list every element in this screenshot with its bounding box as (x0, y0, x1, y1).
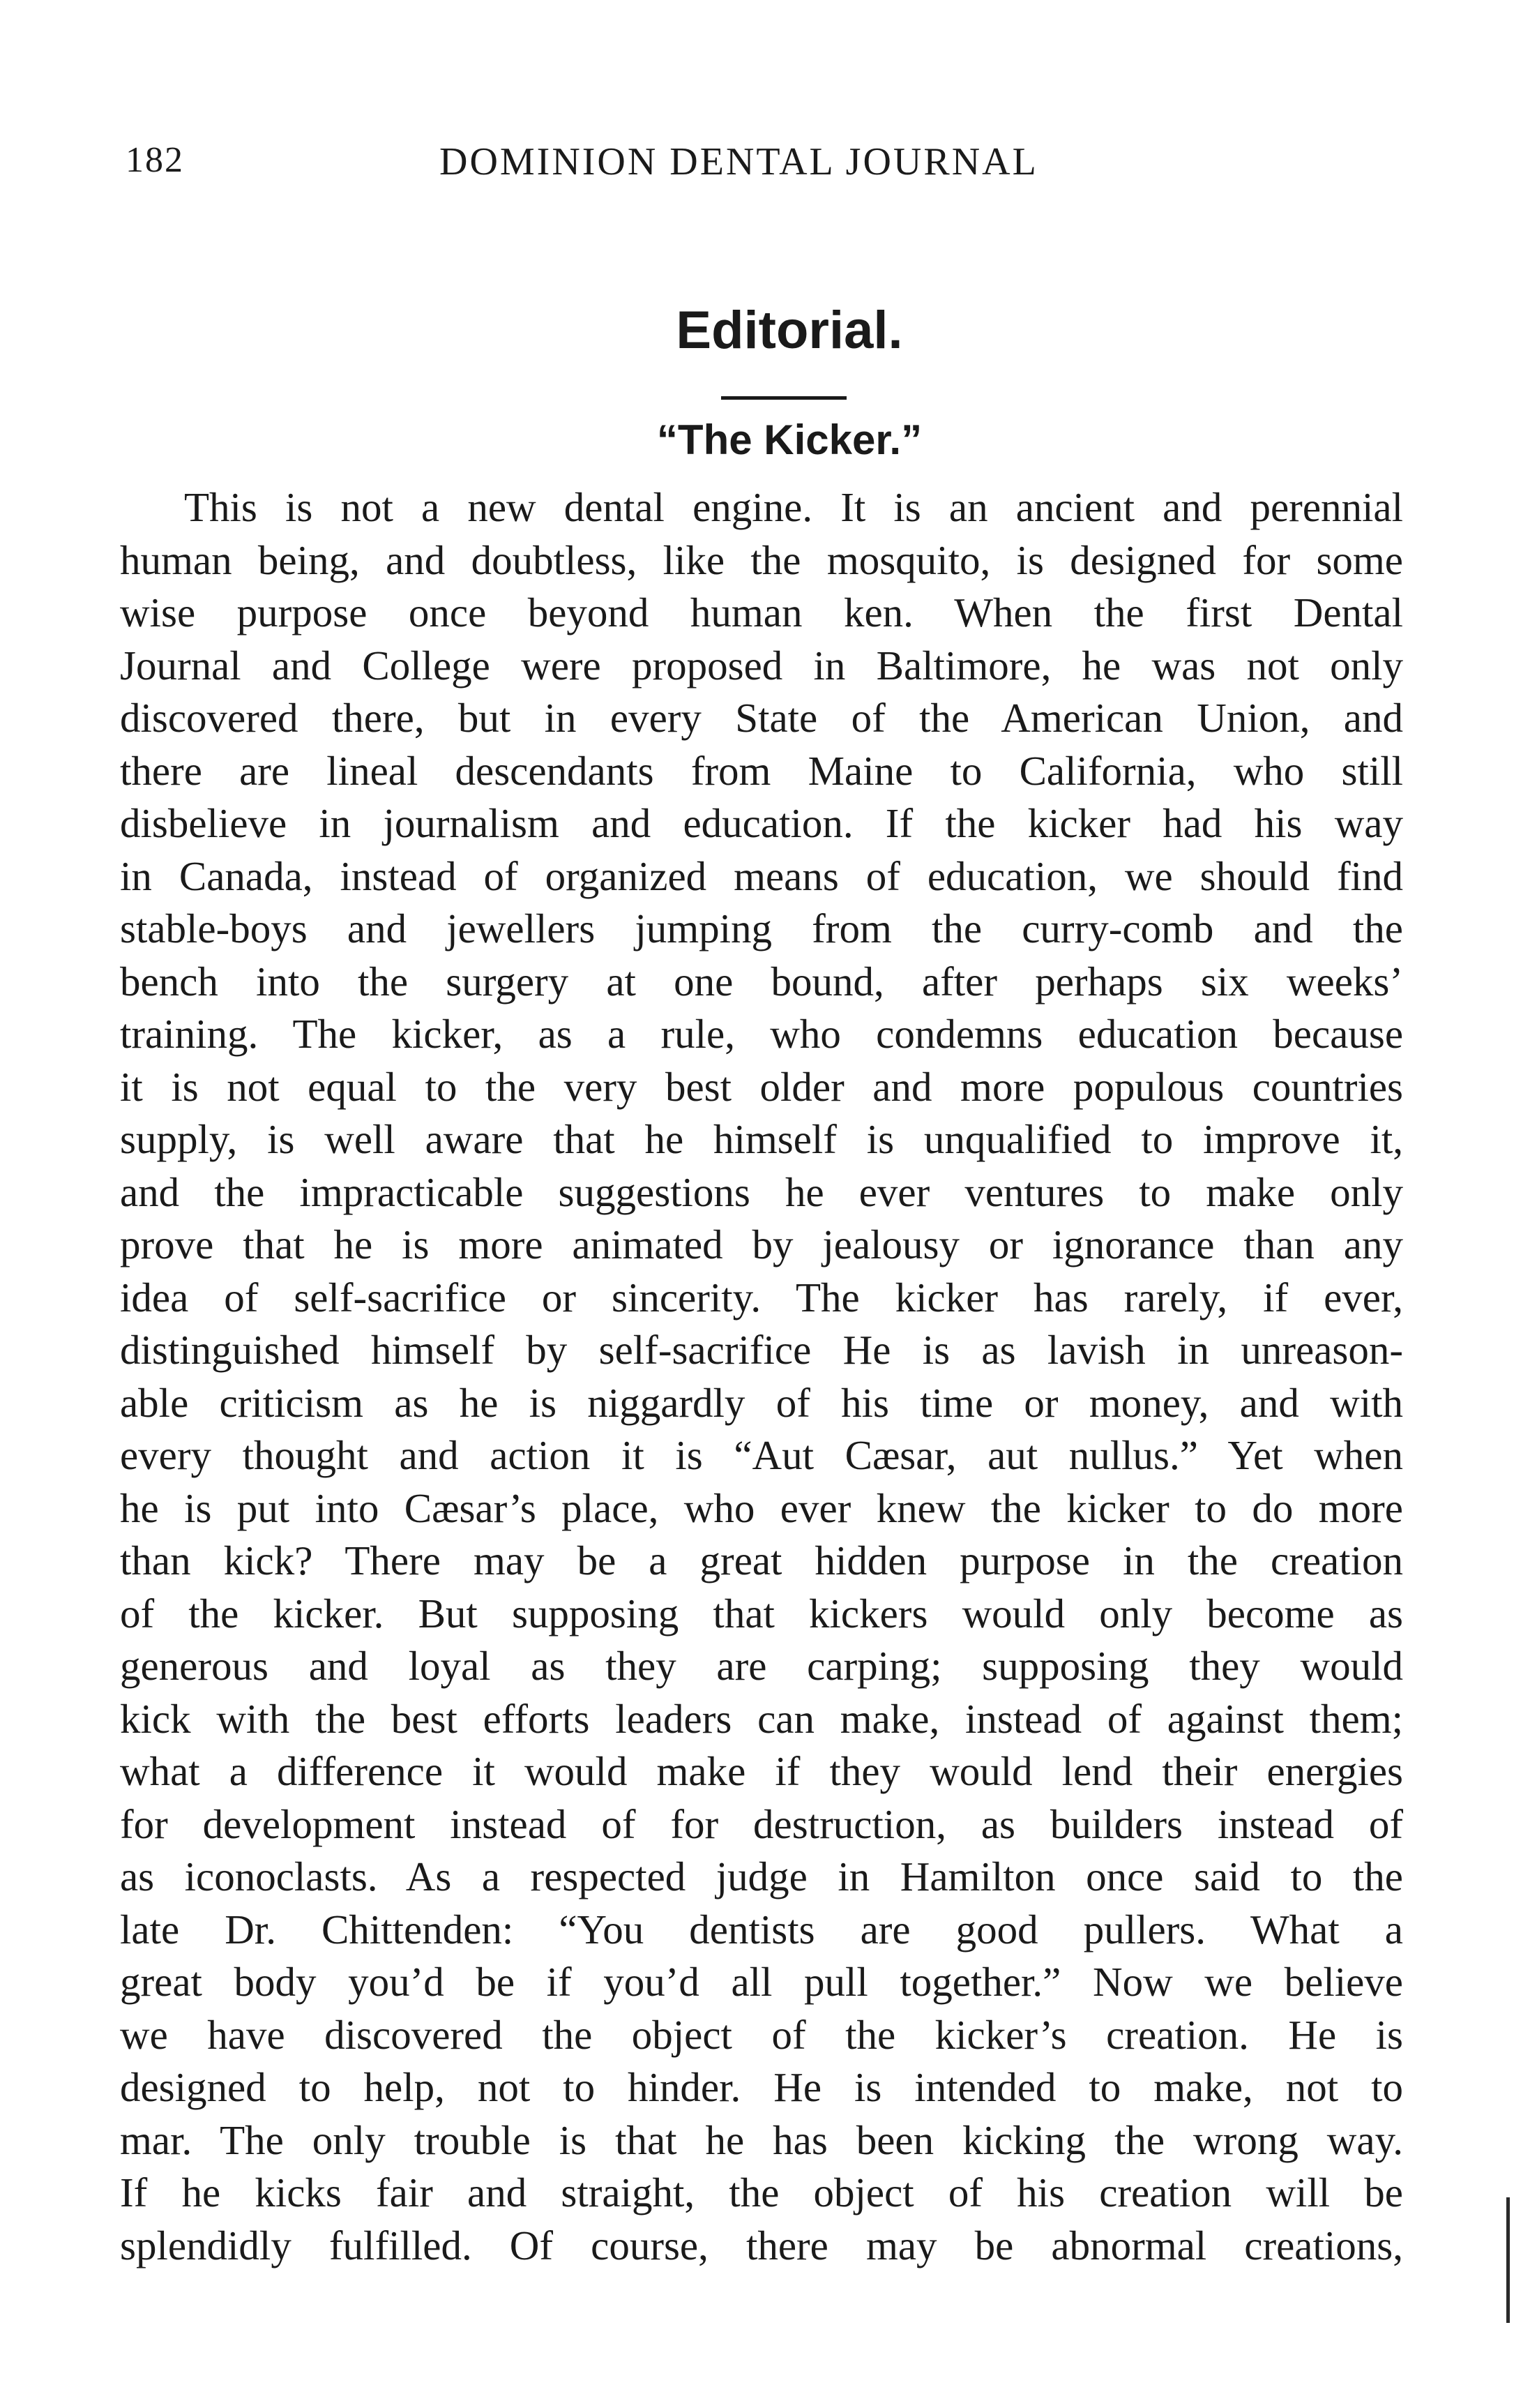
text-line: late Dr. Chittenden: “You dentists are good pullers. What a (120, 1906, 1403, 1952)
text-line: he is put into Cæsar’s place, who ever knew the kicker to do more (120, 1484, 1403, 1531)
text-line: discovered there, but in every State of the American Union, and (120, 695, 1403, 741)
text-line: generous and loyal as they are carping; supposing they would (120, 1643, 1403, 1689)
text-line: stable-boys and jewellers jumping from the curry-comb and the (120, 905, 1403, 951)
text-line: designed to help, not to hinder. He is intended to make, not to (120, 2064, 1403, 2110)
text-line: able criticism as he is niggardly of his time or money, and with (120, 1379, 1403, 1426)
text-line: than kick? There may be a great hidden purpose in the creation (120, 1537, 1403, 1583)
text-line: idea of self-sacrifice or sincerity. The kicker has rarely, if ever, (120, 1274, 1403, 1320)
page-number: 182 (126, 140, 184, 180)
text-line: human being, and doubtless, like the mosquito, is designed for some (120, 536, 1403, 583)
text-line: mar. The only trouble is that he has been kicking the wrong way. (120, 2116, 1403, 2163)
text-line: for development instead of for destruction, as builders instead of (120, 1800, 1403, 1847)
text-line: in Canada, instead of organized means of education, we should find (120, 852, 1403, 899)
text-line: This is not a new dental engine. It is an ancient and perennial (184, 484, 1403, 530)
text-line: training. The kicker, as a rule, who condemns education because (120, 1011, 1403, 1057)
text-line: it is not equal to the very best older and more populous countries (120, 1063, 1403, 1110)
text-line: what a difference it would make if they would lend their energies (120, 1748, 1403, 1794)
text-line: we have discovered the object of the kicker’s creation. He is (120, 2011, 1403, 2058)
margin-binding-mark (1506, 2197, 1510, 2323)
running-head (126, 140, 1402, 195)
article-title: “The Kicker.” (656, 416, 923, 463)
text-line: disbelieve in journalism and education. If the kicker had his way (120, 800, 1403, 846)
text-line: If he kicks fair and straight, the object of his creation will be (120, 2169, 1403, 2215)
text-line: great body you’d be if you’d all pull together.” Now we believe (120, 1959, 1403, 2005)
text-line: and the impracticable suggestions he ever ventures to make only (120, 1168, 1403, 1215)
text-line: supply, is well aware that he himself is unqualified to improve it, (120, 1116, 1403, 1162)
text-line: distinguished himself by self-sacrifice He is as lavish in unreason- (120, 1327, 1403, 1373)
title-rule (721, 396, 847, 400)
text-line: wise purpose once beyond human ken. When the first Dental (120, 589, 1403, 635)
article-body (120, 481, 1403, 2272)
text-line: prove that he is more animated by jealousy or ignorance than any (120, 1221, 1403, 1267)
text-line: there are lineal descendants from Maine to California, who still (120, 747, 1403, 794)
text-line: splendidly fulfilled. Of course, there may be abnormal creations, (120, 2222, 1403, 2268)
journal-title: DOMINION DENTAL JOURNAL (439, 140, 1038, 183)
text-line: as iconoclasts. As a respected judge in Hamilton once said to the (120, 1853, 1403, 1899)
text-line: bench into the surgery at one bound, after perhaps six weeks’ (120, 958, 1403, 1004)
text-line: of the kicker. But supposing that kickers would only become as (120, 1590, 1403, 1636)
section-title: Editorial. (676, 301, 903, 360)
text-line: Journal and College were proposed in Baltimore, he was not only (120, 642, 1403, 688)
text-line: every thought and action it is “Aut Cæsar, aut nullus.” Yet when (120, 1432, 1403, 1478)
text-line: kick with the best efforts leaders can make, instead of against them; (120, 1695, 1403, 1742)
